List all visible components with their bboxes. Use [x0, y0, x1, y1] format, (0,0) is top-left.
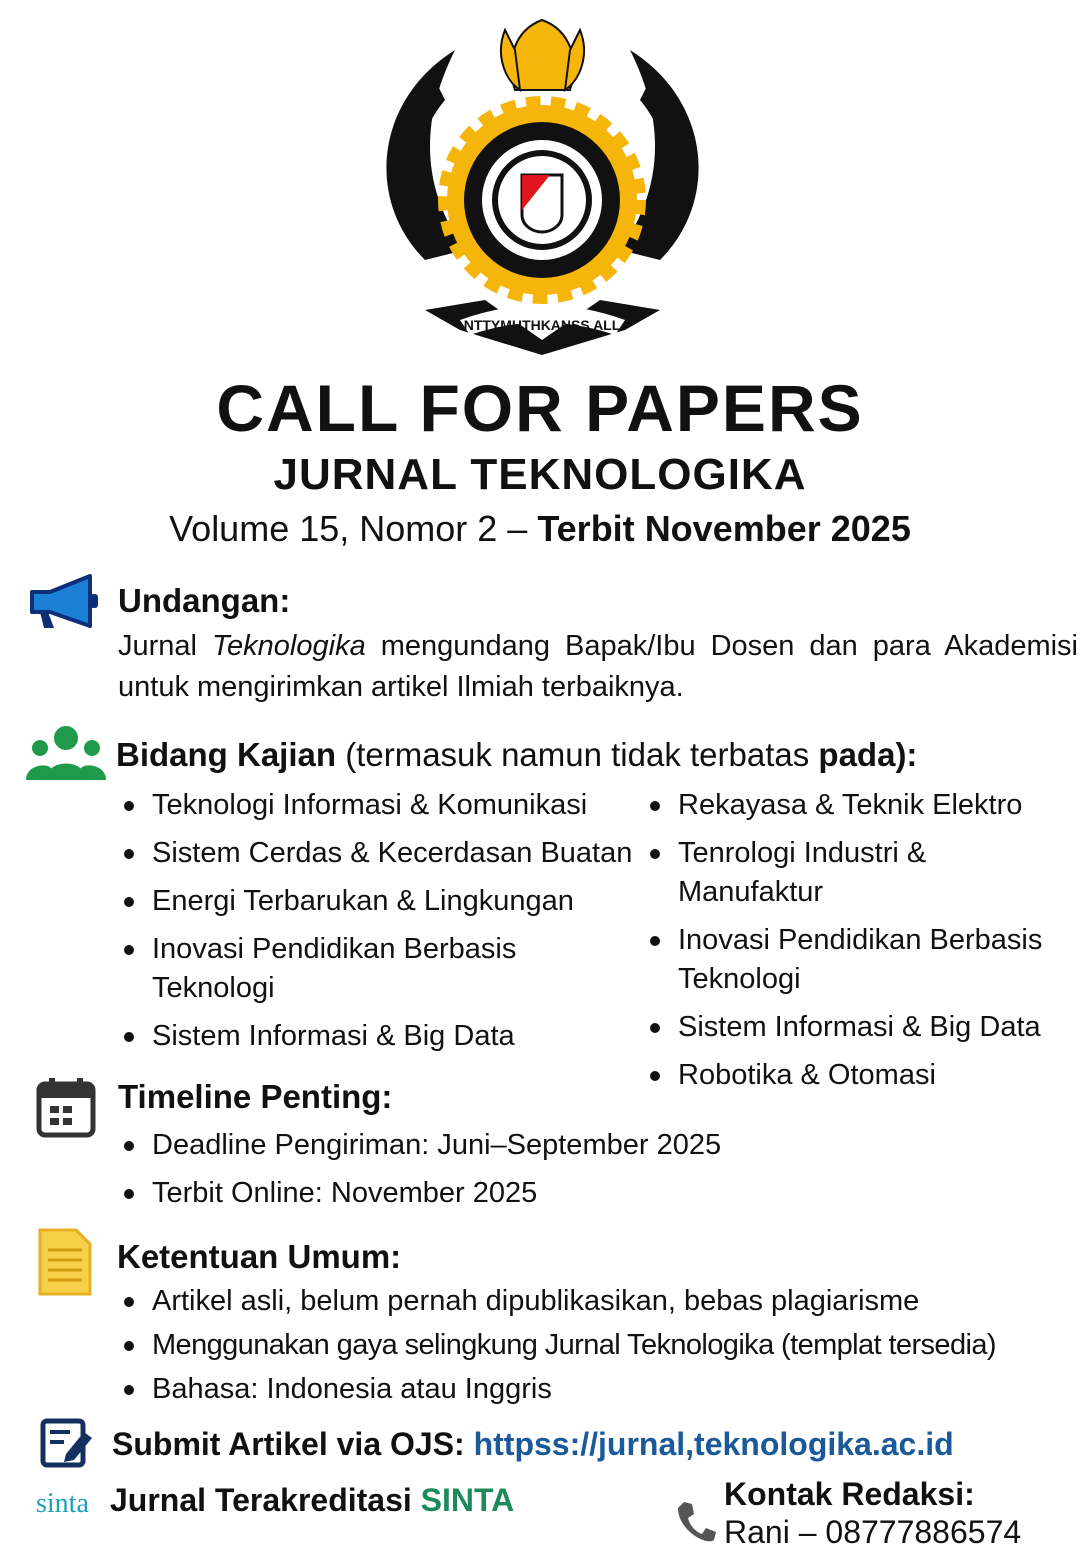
- list-item: Menggunakan gaya selingkung Jurnal Teknologika (templat tersedia): [118, 1326, 1078, 1365]
- university-emblem-logo: [365, 10, 720, 360]
- undangan-heading: Undangan:: [118, 582, 291, 619]
- bidang-left-list: [118, 786, 638, 1065]
- list-item: Energi Terbarukan & Lingkungan: [118, 882, 638, 921]
- sinta-highlight: SINTA: [420, 1482, 515, 1518]
- document-icon: [38, 1228, 92, 1296]
- list-item: Rekayasa & Teknik Elektro: [644, 786, 1074, 825]
- list-item: Bahasa: Indonesia atau Inggris: [118, 1370, 1078, 1409]
- kontak-heading: Kontak Redaksi:: [724, 1476, 975, 1512]
- page-title: CALL FOR PAPERS: [216, 371, 864, 445]
- list-item: Inovasi Pendidikan Berbasis Teknologi: [644, 921, 1074, 999]
- edit-form-icon: [40, 1418, 94, 1468]
- megaphone-icon: [28, 574, 100, 630]
- timeline-list: [118, 1126, 918, 1222]
- group-people-icon: [26, 724, 106, 784]
- list-item: Terbit Online: November 2025: [118, 1174, 918, 1213]
- volume-date: November 2025: [644, 508, 911, 549]
- volume-prefix: Volume 15, Nomor 2 –: [169, 508, 538, 549]
- list-item: Robotika & Otomasi: [644, 1056, 1074, 1095]
- list-item: Sistem Cerdas & Kecerdasan Buatan: [118, 834, 638, 873]
- submit-line: [112, 1426, 954, 1463]
- bidang-heading-note: (termasuk namun tidak terbatas: [336, 736, 819, 773]
- undangan-text-b: mengundang Bapak/Ibu Dosen dan para Akademisi untuk mengirimkan artikel Ilmiah terbaiknya.: [118, 630, 1078, 703]
- svg-text:NTTYMHTHKANSS ALL: NTTYMHTHKANSS ALL: [463, 317, 621, 333]
- bidang-heading-title: Bidang Kajian: [116, 736, 337, 773]
- list-item: Artikel asli, belum pernah dipublikasikan, bebas plagiarisme: [118, 1282, 1078, 1321]
- volume-line: [0, 508, 1080, 550]
- sinta-line: [110, 1482, 514, 1519]
- submit-label: Submit Artikel via OJS:: [112, 1426, 474, 1462]
- list-item: Inovasi Pendidikan Berbasis Teknologi: [118, 930, 558, 1008]
- ketentuan-list: [118, 1282, 1078, 1418]
- ojs-link[interactable]: httpss://jurnal,teknologika.ac.id: [473, 1426, 954, 1462]
- journal-name: JURNAL TEKNOLOGIKA: [273, 450, 807, 499]
- undangan-text-italic: Teknologika: [211, 630, 366, 662]
- timeline-heading: Timeline Penting:: [118, 1078, 393, 1115]
- list-item: Deadline Pengiriman: Juni–September 2025: [118, 1126, 918, 1165]
- undangan-text-a: Jurnal: [118, 630, 212, 662]
- sinta-label: Jurnal Terakreditasi: [110, 1482, 421, 1518]
- bidang-right-list: [644, 786, 1074, 1104]
- phone-icon: [676, 1500, 716, 1544]
- undangan-text: [118, 626, 1078, 708]
- list-item: Teknologi Informasi & Komunikasi: [118, 786, 638, 825]
- list-item: Tenrologi Industri & Manufaktur: [644, 834, 964, 912]
- kontak-value: Rani – 08777886574: [724, 1514, 1022, 1550]
- bidang-heading: [116, 736, 917, 774]
- list-item: Sistem Informasi & Big Data: [118, 1017, 638, 1056]
- list-item: Sistem Informasi & Big Data: [644, 1008, 1074, 1047]
- calendar-icon: [36, 1076, 96, 1138]
- ketentuan-heading: Ketentuan Umum:: [117, 1238, 402, 1275]
- volume-terbit: Terbit: [537, 508, 645, 549]
- sinta-logo: sinta: [36, 1488, 89, 1519]
- bidang-heading-end: pada):: [818, 736, 918, 773]
